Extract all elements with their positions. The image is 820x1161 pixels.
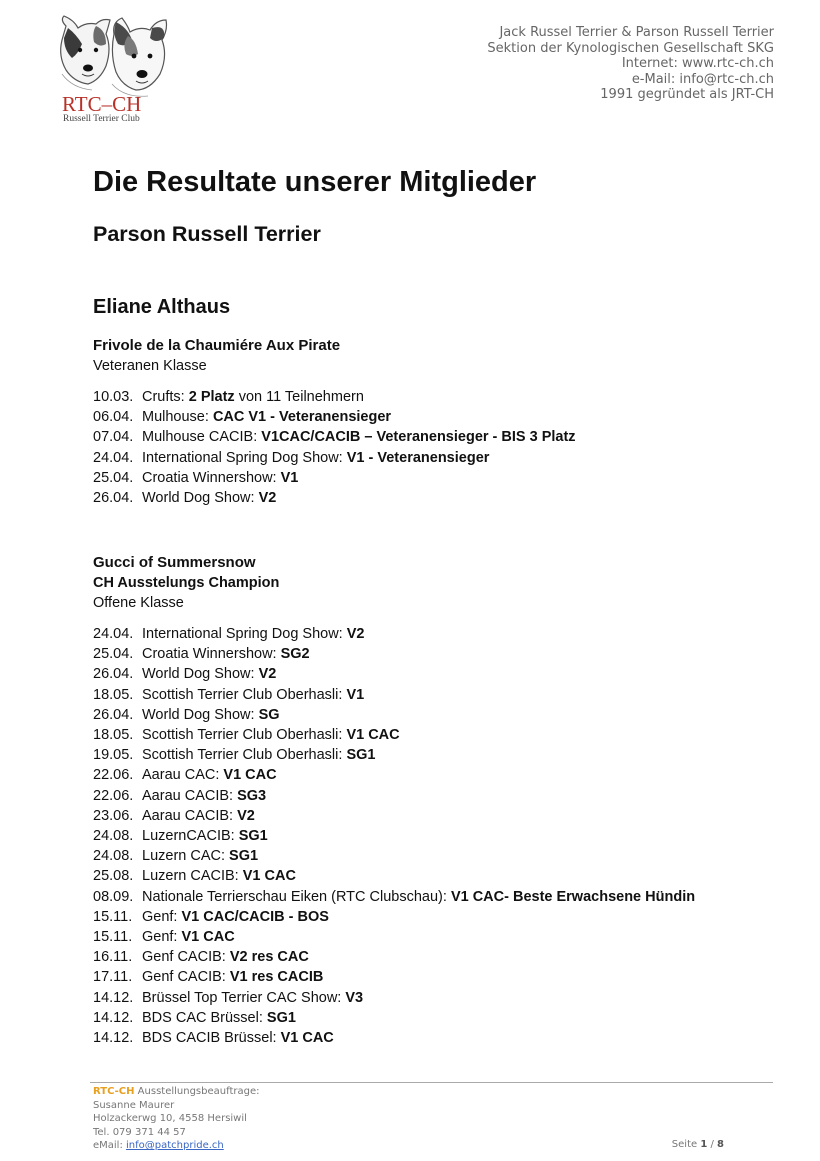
result-show: World Dog Show: (142, 490, 259, 507)
result-value: V1 CAC- Beste Erwachsene Hündin (450, 888, 696, 905)
result-date: 26.04. (93, 706, 134, 723)
footer-email-label: eMail: (93, 1140, 127, 1152)
result-show: Aarau CACIB: (142, 807, 238, 824)
result-date: 24.04. (93, 449, 134, 466)
result-date: 25.04. (93, 646, 134, 663)
result-value: V2 (237, 807, 255, 824)
result-date: 22.06. (93, 767, 134, 784)
results-list (93, 624, 773, 1048)
dog-class: Veteranen Klasse (93, 358, 207, 374)
result-value: V1 CAC (242, 868, 296, 885)
result-row (93, 685, 773, 705)
dog-section (93, 336, 773, 508)
org-line: e-Mail: info@rtc-ch.ch (631, 71, 774, 87)
result-value: V1CAC/CACIB – Veteranensieger - BIS 3 Platz (261, 429, 576, 446)
org-line: Internet: www.rtc-ch.ch (621, 56, 774, 72)
result-show: Luzern CACIB: (142, 868, 243, 885)
footer-divider (90, 1082, 773, 1083)
result-row (93, 448, 773, 468)
result-date: 18.05. (93, 686, 134, 703)
breed-heading: Parson Russell Terrier (93, 222, 321, 246)
result-show: BDS CAC Brüssel: (142, 1009, 267, 1026)
org-line: 1991 gegründet als JRT-CH (600, 87, 774, 103)
result-date: 25.04. (93, 469, 134, 486)
result-suffix: von 11 Teilnehmern (234, 389, 364, 405)
result-show: Genf CACIB: (142, 969, 230, 986)
result-date: 15.11. (93, 929, 133, 946)
result-row (93, 927, 773, 947)
footer-brand: RTC-CH (93, 1086, 135, 1097)
footer-email-link[interactable]: info@patchpride.ch (126, 1140, 224, 1152)
result-row (93, 765, 773, 785)
result-show: Genf: (142, 908, 182, 925)
result-show: LuzernCACIB: (142, 828, 239, 845)
footer-contact (93, 1085, 259, 1153)
result-row (93, 468, 773, 488)
result-date: 07.04. (93, 429, 134, 446)
result-value: V2 (346, 626, 365, 642)
logo-text: RTC–CH (62, 92, 142, 116)
result-value: V2 res CAC (229, 949, 309, 966)
result-value: SG (258, 706, 280, 723)
dog-section (93, 553, 773, 1048)
dog-name: Frivole de la Chaumiére Aux Pirate (93, 337, 341, 354)
result-row (93, 806, 773, 826)
result-value: V1 CAC/CACIB - BOS (181, 908, 329, 925)
dog-name: Gucci of Summersnow (93, 554, 256, 571)
result-show: World Dog Show: (142, 706, 259, 723)
result-date: 08.09. (93, 888, 134, 905)
result-date: 24.08. (93, 828, 134, 845)
footer-address: Holzackerwg 10, 4558 Hersiwil (93, 1113, 247, 1125)
result-show: Genf CACIB: (142, 949, 230, 966)
result-value: V2 (258, 666, 277, 683)
result-show: Luzern CAC: (142, 848, 230, 865)
result-value: V3 (345, 989, 364, 1006)
result-row (93, 866, 773, 886)
result-value: V1 - Veteranensieger (346, 449, 490, 466)
page-number (672, 1139, 724, 1150)
result-show: Croatia Winnershow: (142, 469, 281, 486)
org-line: Jack Russel Terrier & Parson Russell Terrier (499, 25, 774, 40)
footer-role: Ausstellungsbeauftrage: (134, 1086, 260, 1097)
result-value: CAC V1 - Veteranensieger (212, 409, 392, 426)
result-row (93, 705, 773, 725)
result-date: 24.04. (93, 626, 134, 642)
club-logo (52, 14, 182, 124)
result-date: 26.04. (93, 666, 134, 683)
dog-title: CH Ausstelungs Champion (93, 575, 280, 591)
result-date: 26.04. (93, 490, 134, 507)
result-value: V2 (258, 490, 277, 507)
result-show: Nationale Terrierschau Eiken (RTC Clubschau): (142, 888, 451, 905)
result-row (93, 907, 773, 927)
page-total: 8 (717, 1139, 724, 1150)
page-current: 1 (700, 1139, 708, 1150)
result-row (93, 887, 773, 907)
result-show: Scottish Terrier Club Oberhasli: (142, 747, 347, 764)
result-value: SG2 (280, 646, 310, 663)
owner-name: Eliane Althaus (93, 296, 231, 318)
result-row (93, 664, 773, 684)
result-date: 14.12. (93, 989, 134, 1006)
footer-name: Susanne Maurer (93, 1099, 175, 1111)
result-show: Aarau CACIB: (142, 787, 238, 804)
result-date: 17.11. (93, 969, 133, 986)
result-date: 16.11. (93, 949, 133, 966)
result-date: 22.06. (93, 787, 134, 804)
page-label: Seite (671, 1139, 701, 1150)
result-date: 15.11. (93, 908, 133, 925)
result-value: V1 CAC (346, 727, 400, 744)
result-value: SG1 (346, 747, 376, 764)
org-line: Sektion der Kynologischen Gesellschaft SKG (487, 40, 774, 56)
result-show: Crufts: (142, 389, 189, 405)
result-date: 24.08. (93, 848, 134, 865)
result-row (93, 488, 773, 508)
footer-tel: Tel. 079 371 44 57 (93, 1126, 186, 1138)
result-date: 14.12. (93, 1030, 134, 1047)
result-row (93, 624, 773, 644)
result-show: World Dog Show: (142, 666, 259, 683)
logo-subtext: Russell Terrier Club (63, 114, 140, 124)
terrier-dogs-icon (52, 14, 182, 124)
result-show: Brüssel Top Terrier CAC Show: (142, 989, 346, 1006)
result-row (93, 725, 773, 745)
result-value: V1 (280, 469, 299, 486)
result-value: 2 Platz (188, 389, 235, 405)
result-date: 18.05. (93, 727, 134, 744)
result-show: BDS CACIB Brüssel: (142, 1030, 281, 1047)
result-show: Croatia Winnershow: (142, 646, 281, 663)
result-show: Scottish Terrier Club Oberhasli: (142, 686, 347, 703)
dog-class: Offene Klasse (93, 595, 184, 611)
result-value: V1 CAC (181, 929, 235, 946)
result-date: 10.03. (93, 389, 134, 405)
result-date: 23.06. (93, 807, 134, 824)
page-separator: / (707, 1139, 718, 1150)
result-row (93, 947, 773, 967)
result-date: 25.08. (93, 868, 134, 885)
result-row (93, 786, 773, 806)
result-value: V1 CAC (223, 767, 277, 784)
result-value: V1 CAC (280, 1030, 334, 1047)
results-list (93, 387, 773, 508)
result-show: International Spring Dog Show: (142, 449, 347, 466)
result-show: Aarau CAC: (142, 767, 224, 784)
org-info (487, 25, 774, 103)
result-row (93, 387, 773, 407)
result-show: Mulhouse CACIB: (142, 429, 262, 446)
result-row (93, 988, 773, 1008)
result-show: Genf: (142, 929, 182, 946)
result-row (93, 826, 773, 846)
result-value: SG1 (266, 1009, 296, 1026)
result-value: V1 res CACIB (229, 969, 324, 986)
result-value: V1 (346, 686, 365, 703)
result-show: Scottish Terrier Club Oberhasli: (142, 727, 347, 744)
result-value: SG1 (238, 828, 268, 845)
result-row (93, 1028, 773, 1048)
result-date: 06.04. (93, 409, 134, 426)
result-date: 19.05. (93, 747, 134, 764)
result-row (93, 644, 773, 664)
result-value: SG3 (237, 787, 267, 804)
result-row (93, 427, 773, 447)
result-row (93, 967, 773, 987)
result-date: 14.12. (93, 1009, 134, 1026)
result-row (93, 1008, 773, 1028)
result-show: International Spring Dog Show: (142, 626, 347, 642)
result-show: Mulhouse: (142, 409, 213, 426)
result-row (93, 407, 773, 427)
result-row (93, 745, 773, 765)
page-title: Die Resultate unserer Mitglieder (93, 166, 537, 198)
result-value: SG1 (229, 848, 259, 865)
result-row (93, 846, 773, 866)
